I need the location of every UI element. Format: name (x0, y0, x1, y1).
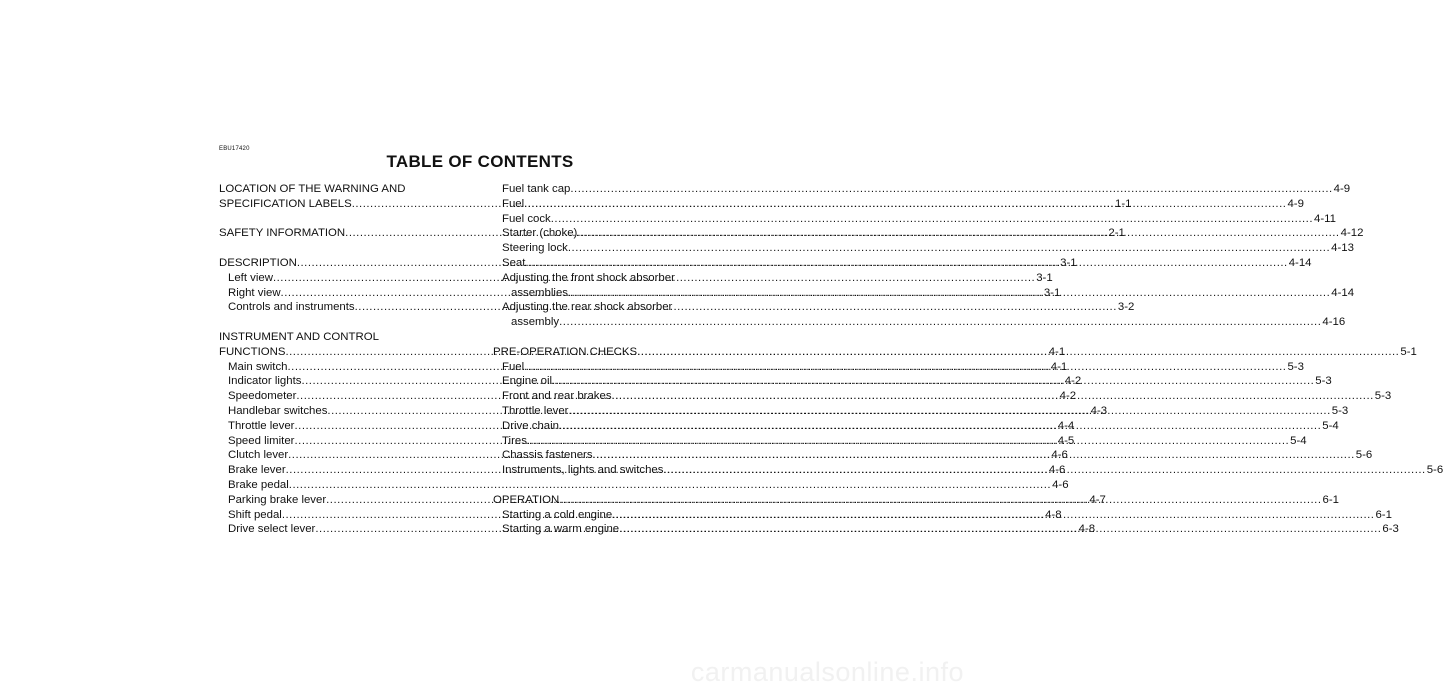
toc-entry-label: Steering lock (502, 242, 568, 255)
toc-entry-label: Fuel tank cap (502, 183, 571, 195)
toc-entry-label: Starter (choke) (502, 227, 578, 240)
toc-page-number: 4-5 (1057, 434, 1075, 447)
toc-entry-label: Main switch (228, 360, 288, 373)
toc-page-number: 5-6 (1355, 449, 1373, 462)
toc-entry-label: Left view (228, 271, 273, 284)
toc-page-number: 2-1 (1108, 227, 1125, 240)
toc-page-number: 6-1 (1375, 508, 1392, 521)
toc-entry-label: Drive select lever (228, 523, 316, 536)
toc-page-number: 4-8 (1078, 523, 1096, 536)
toc-entry-label: SAFETY INFORMATION (219, 227, 346, 240)
toc-entry-label: Engine oil (502, 375, 553, 388)
toc-entry-label: Fuel (502, 197, 525, 210)
leader-dots (524, 197, 1286, 212)
leader-dots (663, 463, 1425, 478)
toc-entry-label: Throttle lever (228, 419, 295, 432)
toc-entry-label: PRE-OPERATION CHECKS (493, 345, 638, 358)
toc-page-number: 4-7 (1089, 493, 1106, 506)
toc-page-number: 6-3 (1382, 523, 1399, 536)
toc-subentry[interactable] (493, 182, 1351, 197)
leader-dots (559, 419, 1321, 434)
toc-entry-label: Indicator lights (228, 375, 302, 388)
toc-entry-label: assemblies (511, 286, 568, 299)
toc-page-number: 4-1 (1048, 345, 1066, 358)
leader-dots (637, 345, 1399, 360)
toc-page-number: 4-4 (1057, 419, 1075, 432)
toc-subentry[interactable] (493, 212, 1336, 227)
watermark (690, 638, 964, 687)
leader-dots (559, 315, 1321, 330)
leader-dots (552, 374, 1314, 389)
toc-page-number: 3-1 (1043, 286, 1061, 299)
toc-subentry[interactable] (493, 315, 1346, 330)
leader-dots (551, 212, 1313, 227)
leader-dots (524, 360, 1286, 375)
toc-page-number: 1-1 (1114, 197, 1132, 210)
toc-entry-label: Tires (502, 434, 527, 447)
toc-page-number: 4-3 (1090, 404, 1108, 417)
leader-dots (570, 182, 1332, 197)
toc-entry-label: Handlebar switches (228, 404, 328, 417)
toc-entry-label: Brake lever (228, 464, 286, 477)
leader-dots (568, 286, 1330, 301)
leader-dots (619, 522, 1381, 537)
toc-subentry[interactable] (493, 241, 1354, 256)
leader-dots (525, 256, 1287, 271)
toc-page-number: 4-2 (1064, 375, 1082, 388)
toc-page-number: 5-3 (1287, 360, 1304, 373)
toc-page-number: 5-3 (1315, 375, 1332, 388)
toc-entry-label: Front and rear brakes (502, 390, 612, 403)
toc-section-heading: INSTRUMENT AND CONTROL (219, 330, 379, 343)
toc-page-number: 5-6 (1426, 464, 1443, 477)
leader-dots (568, 404, 1330, 419)
toc-entry-label: Clutch lever (228, 449, 289, 462)
toc-entry-label: Right view (228, 286, 281, 299)
toc-page-number: 4-11 (1314, 212, 1336, 225)
leader-dots (568, 241, 1330, 256)
toc-entry-label: Parking brake lever (228, 493, 327, 506)
leader-dots (612, 508, 1374, 523)
toc-page-number: 3-2 (1117, 301, 1135, 314)
toc-page-number: 5-1 (1400, 345, 1417, 358)
watermark-text: carmanualsonline.info (690, 657, 964, 687)
toc-entry-label: Shift pedal (228, 508, 282, 521)
toc-page-number: 4-9 (1287, 197, 1304, 210)
toc-entry-label: FUNCTIONS (219, 345, 286, 358)
toc-page-number: 4-9 (1333, 183, 1351, 195)
toc-entry-label: Controls and instruments (228, 301, 355, 314)
toc-page-number: 3-1 (1036, 271, 1053, 284)
toc-page-number: 4-2 (1059, 390, 1077, 403)
toc-entry-label: SPECIFICATION LABELS (219, 197, 352, 210)
toc-page-number: 5-4 (1322, 419, 1339, 432)
toc-page-number: 4-12 (1340, 227, 1364, 240)
toc-entry-label: assembly (511, 316, 560, 329)
toc-page-number: 4-14 (1331, 286, 1355, 299)
leader-dots (577, 226, 1339, 241)
toc-page-number: 4-14 (1288, 256, 1312, 269)
toc-entry-label: Speed limiter (228, 434, 295, 447)
toc-page-number: 4-6 (1052, 478, 1069, 491)
toc-page-number: 4-8 (1045, 508, 1062, 521)
toc-page-number: 4-6 (1051, 449, 1068, 462)
toc-entry-label: Starting a warm engine (502, 523, 620, 536)
toc-entry-label: Drive chain (502, 419, 559, 432)
toc-page-number: 4-1 (1050, 360, 1068, 373)
toc-entry-label: Starting a cold engine (502, 508, 613, 521)
toc-subentry[interactable] (219, 478, 1069, 493)
toc-page-number: 6-1 (1322, 493, 1339, 506)
leader-dots (612, 389, 1374, 404)
toc-page-number: 5-4 (1290, 434, 1307, 447)
toc-entry-label: Seat (502, 256, 526, 269)
leader-dots (559, 493, 1321, 508)
leader-dots (593, 448, 1355, 463)
toc-entry-label: Speedometer (228, 390, 297, 403)
toc-subentry-heading: Adjusting the front shock absorber (502, 271, 675, 284)
toc-page-number: 5-3 (1374, 390, 1392, 403)
toc-entry-label: OPERATION (493, 493, 560, 506)
toc-page-number: 3-1 (1060, 256, 1077, 269)
toc-page-number: 5-3 (1331, 404, 1349, 417)
toc-section-heading: LOCATION OF THE WARNING AND (219, 183, 406, 195)
toc-page-number: 4-13 (1331, 242, 1354, 255)
toc-subentry-heading: Adjusting the rear shock absorber (502, 301, 673, 314)
toc-page-number: 4-16 (1322, 316, 1346, 329)
toc-entry-label: Chassis fasteners (502, 449, 593, 462)
toc-entry-label: Throttle lever (502, 404, 569, 417)
toc-entry-label: Fuel (502, 360, 525, 373)
toc-entry-label: DESCRIPTION (219, 256, 297, 269)
document-code: EBU17420 (219, 146, 250, 152)
toc-entry-label: Brake pedal (228, 478, 289, 491)
page-title: TABLE OF CONTENTS (386, 152, 574, 171)
leader-dots (527, 434, 1289, 449)
toc-entry-label: Instruments, lights and switches (502, 464, 664, 477)
toc-entry-label: Fuel cock (502, 212, 551, 225)
toc-page-number: 4-6 (1048, 464, 1066, 477)
